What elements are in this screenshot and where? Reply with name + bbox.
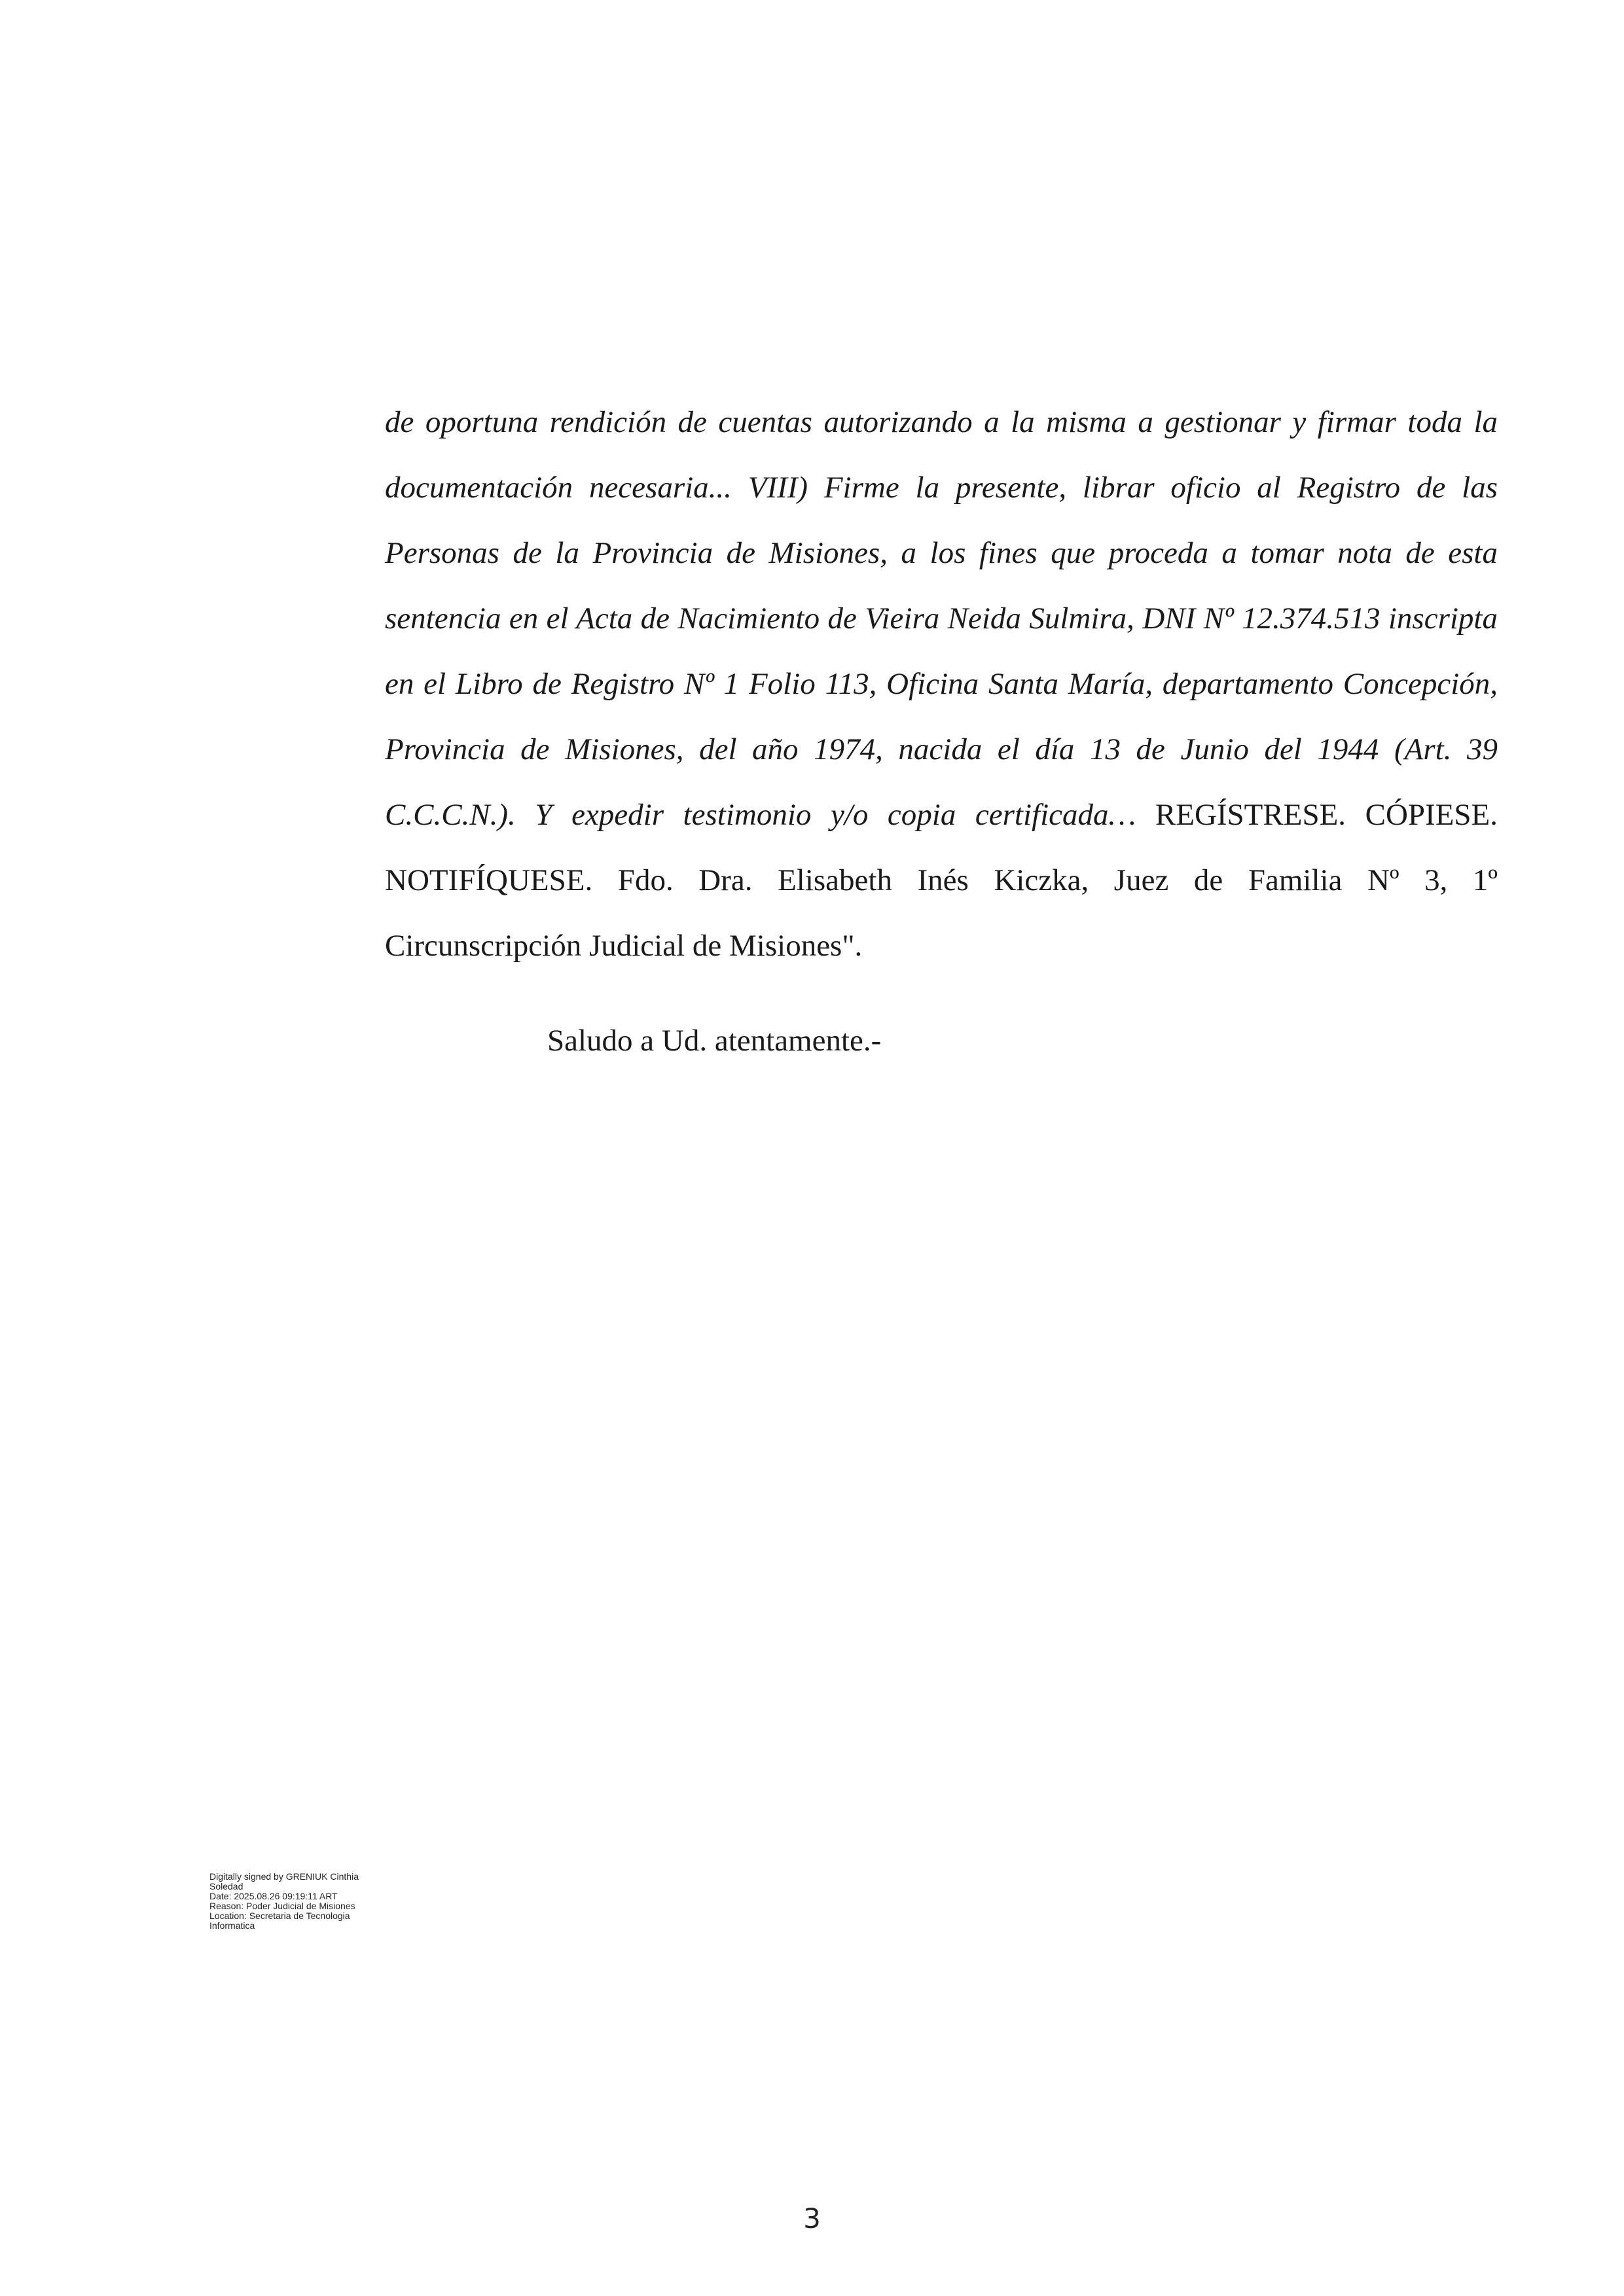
closing-salutation: Saludo a Ud. atentamente.- (547, 1024, 882, 1058)
body-italic-text: de oportuna rendición de cuentas autorizando a la misma a gestionar y firmar toda la documentación necesaria... VIII) Firme la presente, librar oficio al Registro de las Personas de la Provincia de Misiones, a los fines que proceda a tomar nota de esta sentencia en el Acta de Nacimiento de Vieira Neida Sulmira, DNI Nº 12.374.513 inscripta en el Libro de Registro Nº 1 Folio 113, Oficina Santa María, departamento Concepción, Provincia de Misiones, del año 1974, nacida el día 13 de Junio del 1944 (Art. 39 C.C.C.N.). Y expedir testimonio y/o copia certificada… (385, 405, 1498, 832)
digital-signature-block (209, 1872, 419, 1931)
body-regular-text: REGÍSTRESE. CÓPIESE. NOTIFÍQUESE. Fdo. Dra. Elisabeth Inés Kiczka, Juez de Familia Nº 3, 1º Circunscripción Judicial de Misiones". (385, 798, 1498, 963)
page-number: 3 (803, 2202, 821, 2234)
signature-line: Soledad (209, 1881, 244, 1892)
signature-reason: Reason: Poder Judicial de Misiones (209, 1901, 355, 1911)
signature-location: Location: Secretaria de Tecnologia (209, 1910, 350, 1921)
signature-line: Digitally signed by GRENIUK Cinthia (209, 1871, 359, 1882)
signature-line: Informatica (209, 1920, 255, 1931)
body-paragraph (385, 389, 1498, 978)
signature-date: Date: 2025.08.26 09:19:11 ART (209, 1891, 338, 1901)
